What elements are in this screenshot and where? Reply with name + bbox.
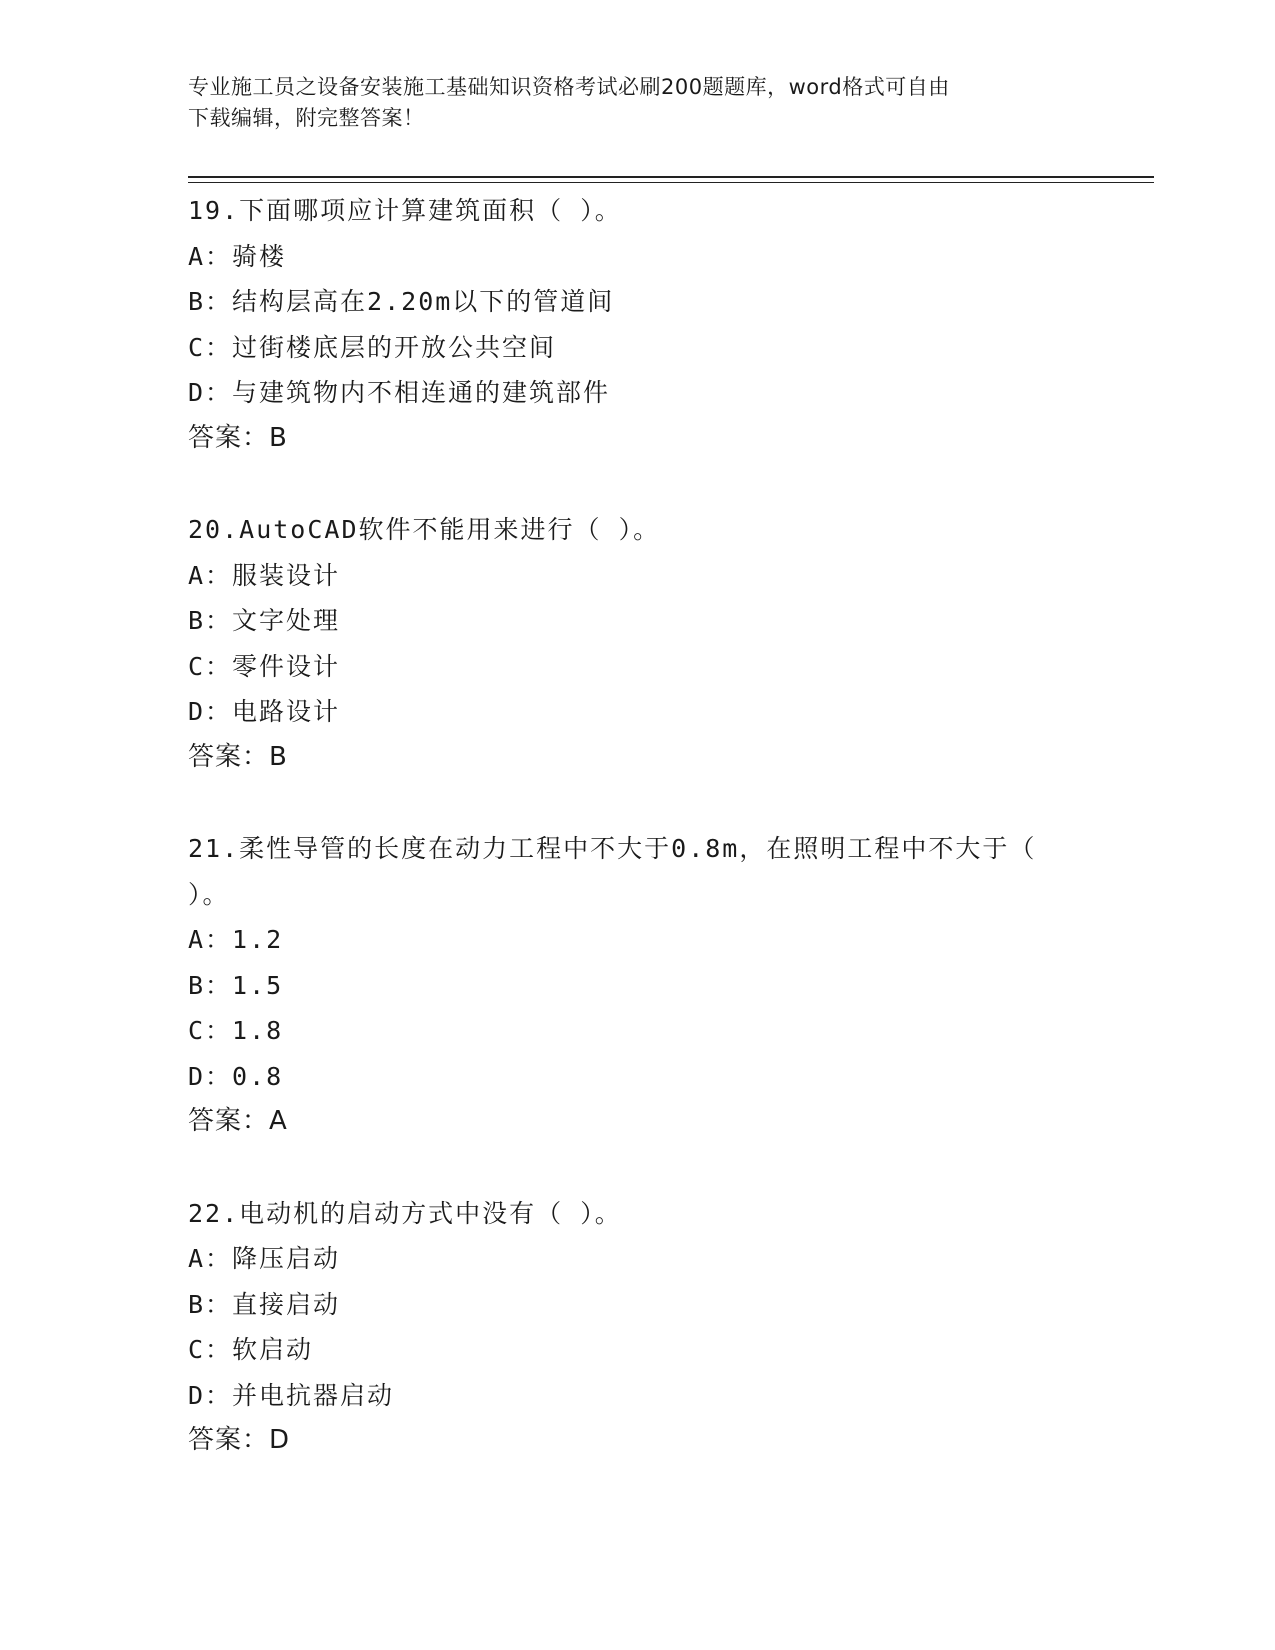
option-a: A：服装设计	[188, 560, 341, 590]
header-divider-thick	[188, 176, 1154, 178]
question-20	[188, 507, 1088, 780]
question-stem: 21.柔性导管的长度在动力工程中不大于0.8m，在照明工程中不大于（ ）。	[188, 834, 1054, 909]
option-a: A：1.2	[188, 925, 284, 954]
question-stem: 22.电动机的启动方式中没有（ ）。	[188, 1198, 622, 1228]
question-21	[188, 826, 1088, 1145]
answer-label: 答案：A	[188, 1106, 288, 1136]
option-c: C：零件设计	[188, 651, 341, 681]
option-b: B：结构层高在2.20m以下的管道间	[188, 287, 615, 316]
option-c: C：软启动	[188, 1335, 314, 1364]
question-19	[188, 188, 1088, 461]
option-a: A：降压启动	[188, 1244, 341, 1273]
option-b: B：直接启动	[188, 1289, 341, 1319]
document-header	[188, 72, 1088, 134]
option-c: C：过街楼底层的开放公共空间	[188, 332, 557, 362]
option-c: C：1.8	[188, 1016, 284, 1045]
answer-label: 答案：B	[188, 422, 288, 453]
option-d: D：与建筑物内不相连通的建筑部件	[188, 378, 611, 407]
header-line-2: 下载编辑，附完整答案！	[188, 106, 425, 130]
question-stem: 20.AutoCAD软件不能用来进行（ ）。	[188, 515, 661, 544]
question-list	[188, 188, 1088, 1510]
question-stem: 19.下面哪项应计算建筑面积（ ）。	[188, 196, 622, 225]
option-a: A：骑楼	[188, 241, 287, 271]
header-line-1: 专业施工员之设备安装施工基础知识资格考试必刷200题题库，word格式可自由	[188, 75, 950, 99]
answer-label: 答案：B	[188, 741, 288, 772]
header-divider-thin	[188, 182, 1154, 183]
option-b: B：1.5	[188, 970, 284, 1000]
option-b: B：文字处理	[188, 606, 341, 635]
option-d: D：电路设计	[188, 697, 341, 726]
answer-label: 答案：D	[188, 1425, 291, 1455]
option-d: D：0.8	[188, 1061, 284, 1091]
question-22	[188, 1191, 1088, 1464]
option-d: D：并电抗器启动	[188, 1380, 395, 1410]
